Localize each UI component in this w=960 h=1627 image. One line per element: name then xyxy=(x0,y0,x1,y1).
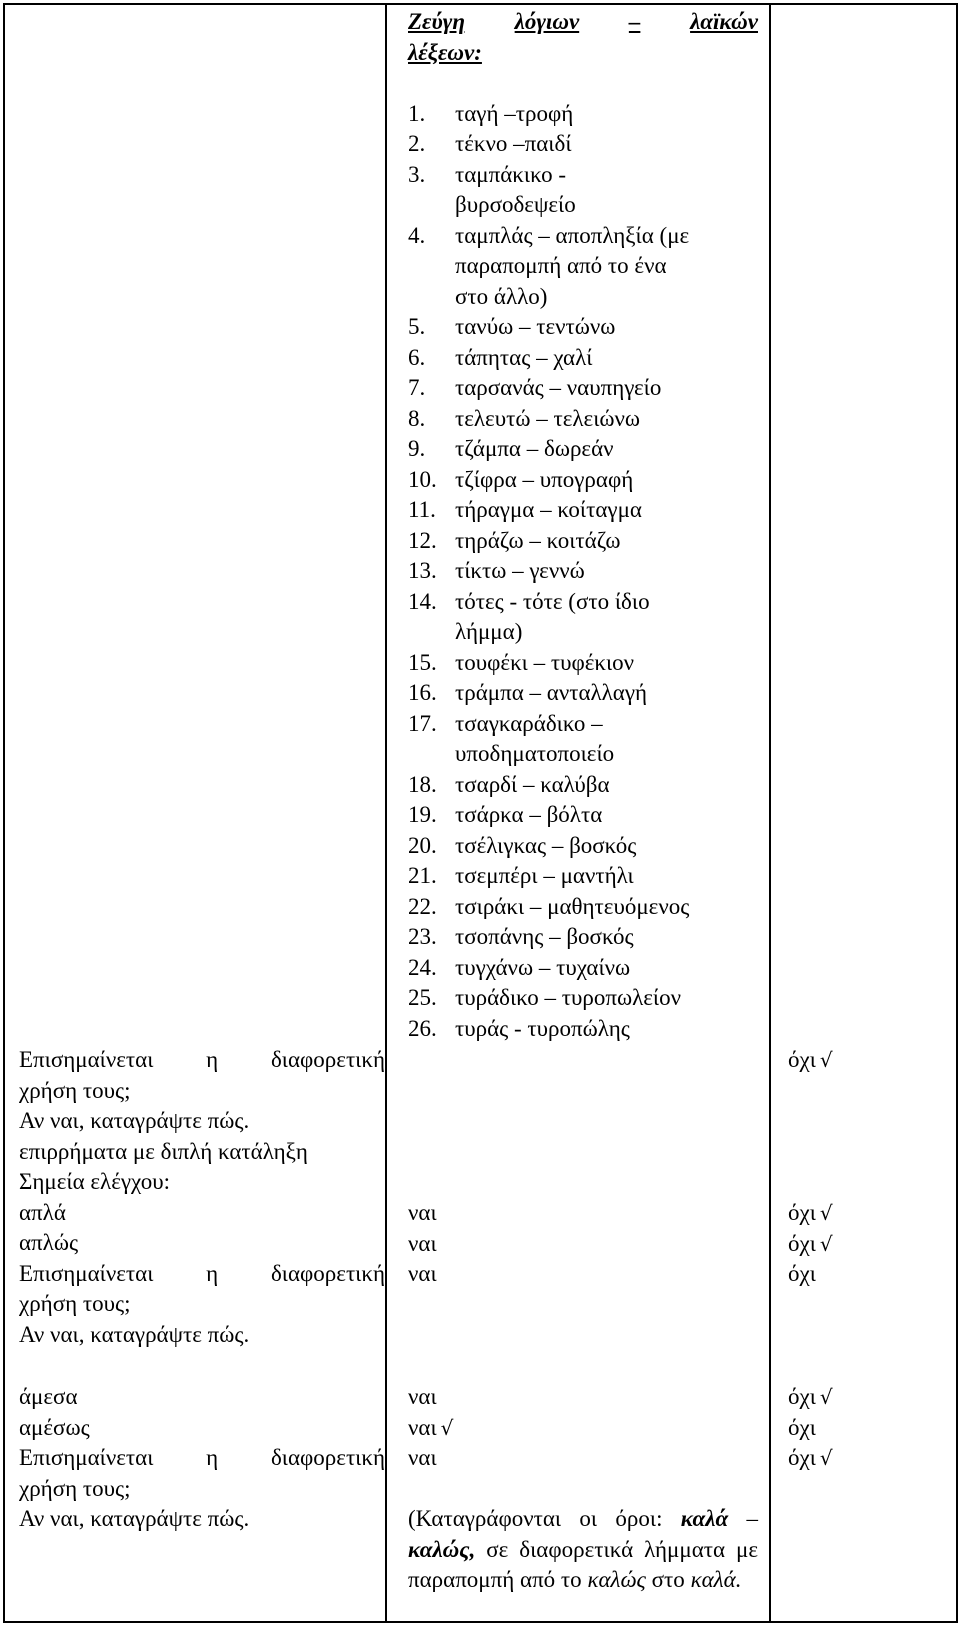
word-pair-text: τσαγκαράδικο – xyxy=(455,710,603,736)
word-pair-number: 19. xyxy=(408,802,437,827)
answer-no: όχι xyxy=(788,1261,816,1286)
word-pair-text: ταμπάκικο - xyxy=(455,161,567,187)
word-pair-number: 24. xyxy=(408,954,437,980)
checkpoint-word: απλά xyxy=(19,1199,66,1225)
word-pair-text: τράμπα – ανταλλαγή xyxy=(455,680,648,705)
word-pair-text: τσαρδί – καλύβα xyxy=(455,771,610,797)
table-border-bottom xyxy=(3,1621,958,1623)
word-pair-text-continued: στο άλλο) xyxy=(455,283,548,309)
word-pair-text: τέκνο –παιδί xyxy=(455,131,572,156)
word-pair-text: τυγχάνω – τυχαίνω xyxy=(455,954,631,980)
word-pair-number: 7. xyxy=(408,375,426,400)
word-pair-number: 17. xyxy=(408,710,437,736)
answer-no: όχι xyxy=(788,1414,816,1440)
answer-yes: ναι xyxy=(408,1384,437,1409)
word-pair-item xyxy=(408,800,758,831)
word-pair-number: 4. xyxy=(408,222,426,248)
word-pair-text: τάπητας – χαλί xyxy=(455,344,593,370)
question-line: Επισημαίνεται η διαφορετική xyxy=(19,1047,385,1072)
word-pair-number: 25. xyxy=(408,985,437,1010)
word-pair-item xyxy=(408,343,758,374)
word-pairs-cell xyxy=(408,7,758,1044)
word-pair-item xyxy=(408,404,758,435)
word-pair-text: ταρσανάς – ναυπηγείο xyxy=(455,375,662,400)
recorded-terms-note: (Καταγράφονται οι όροι: καλά – καλώς, σε διαφορετικά λήμματα με παραπομπή από το καλώς στο καλά. xyxy=(408,1506,758,1592)
right-cell-row1 xyxy=(788,1045,948,1076)
word-pair-number: 5. xyxy=(408,314,426,339)
question-line: χρήση τους; xyxy=(19,1475,131,1501)
answer-no-checked: όχι √ xyxy=(788,1384,833,1409)
column-divider-1 xyxy=(385,3,387,1623)
answer-no-checked: όχι √ xyxy=(788,1230,833,1256)
word-pair-item xyxy=(408,129,758,160)
word-pair-item xyxy=(408,678,758,709)
word-pair-item xyxy=(408,373,758,404)
word-pair-text-continued: παραπομπή από το ένα xyxy=(455,253,667,278)
word-pair-text: τηράζω – κοιτάζω xyxy=(455,527,621,553)
question-line: Επισημαίνεται η διαφορετική xyxy=(19,1445,385,1470)
section-label: Σημεία ελέγχου: xyxy=(19,1169,171,1194)
question-line: Αν ναι, καταγράψτε πώς. xyxy=(19,1506,250,1531)
word-pair-item xyxy=(408,465,758,496)
word-pair-item xyxy=(408,99,758,130)
heading-word: λαϊκών xyxy=(690,9,758,34)
heading-word: Ζεύγη xyxy=(408,9,465,34)
answer-no-checked: όχι √ xyxy=(788,1200,833,1225)
word-pair-text: τυράδικο – τυροπωλείον xyxy=(455,985,682,1010)
word-pair-number: 16. xyxy=(408,680,437,705)
answer-yes: ναι xyxy=(408,1200,437,1225)
word-pair-item xyxy=(408,861,758,892)
checkpoint-word: αμέσως xyxy=(19,1414,90,1440)
word-pair-number: 13. xyxy=(408,558,437,583)
heading-word: λόγιων xyxy=(514,9,580,34)
word-pair-number: 20. xyxy=(408,832,437,858)
word-pair-text-continued: υποδηματοποιείο xyxy=(455,741,615,766)
answer-yes: ναι xyxy=(408,1445,437,1470)
word-pair-number: 15. xyxy=(408,649,437,675)
heading-word: λέξεων: xyxy=(408,39,482,65)
word-pair-text: τσέλιγκας – βοσκός xyxy=(455,832,637,858)
word-pair-item xyxy=(408,312,758,343)
question-line: Αν ναι, καταγράψτε πώς. xyxy=(19,1108,250,1133)
right-cell-block2 xyxy=(788,1382,948,1474)
word-pair-item xyxy=(408,709,758,770)
answer-yes: ναι xyxy=(408,1230,437,1256)
word-pair-item xyxy=(408,831,758,862)
word-pair-text: τσιράκι – μαθητευόμενος xyxy=(455,893,690,919)
word-pair-text: τσεμπέρι – μαντήλι xyxy=(455,863,634,888)
evaluation-table xyxy=(3,3,958,1623)
table-border-right xyxy=(956,3,958,1623)
word-pair-number: 22. xyxy=(408,893,437,919)
word-pair-item xyxy=(408,526,758,557)
table-border-left xyxy=(3,3,5,1623)
answer-yes: ναι xyxy=(408,1261,437,1286)
word-pair-text: τουφέκι – τυφέκιον xyxy=(455,649,635,675)
word-pair-item xyxy=(408,922,758,953)
word-pair-item xyxy=(408,495,758,526)
word-pair-number: 2. xyxy=(408,131,426,156)
word-pair-number: 9. xyxy=(408,436,426,461)
word-pair-text: τελευτώ – τελειώνω xyxy=(455,405,641,431)
word-pair-number: 18. xyxy=(408,771,437,797)
word-pair-item xyxy=(408,587,758,648)
answer-no-checked: όχι √ xyxy=(788,1445,833,1470)
checkpoint-word: απλώς xyxy=(19,1230,79,1255)
mid-cell-block1 xyxy=(408,1198,758,1290)
word-pair-number: 8. xyxy=(408,405,426,431)
word-pair-item xyxy=(408,1014,758,1045)
word-pair-number: 6. xyxy=(408,344,426,370)
word-pair-text: τότες - τότε (στο ίδιο xyxy=(455,588,650,614)
word-pair-text: τήραγμα – κοίταγμα xyxy=(455,497,642,522)
word-pair-text-continued: λήμμα) xyxy=(455,619,523,644)
word-pair-number: 10. xyxy=(408,466,437,492)
word-pair-number: 1. xyxy=(408,100,426,126)
question-line: χρήση τους; xyxy=(19,1077,131,1103)
answer-no-checked: όχι √ xyxy=(788,1047,833,1072)
column-divider-2 xyxy=(769,3,771,1623)
right-cell-block1 xyxy=(788,1198,948,1290)
word-pairs-list xyxy=(408,99,758,1045)
table-border-top xyxy=(3,3,958,5)
word-pair-text: τσάρκα – βόλτα xyxy=(455,802,603,827)
answer-yes-checked: ναι √ xyxy=(408,1414,454,1440)
word-pair-text: τσοπάνης – βοσκός xyxy=(455,924,634,949)
word-pair-text-continued: βυρσοδεψείο xyxy=(455,192,576,217)
left-cell-block2 xyxy=(19,1382,385,1535)
checkpoint-word: άμεσα xyxy=(19,1384,78,1409)
word-pair-number: 11. xyxy=(408,497,436,522)
question-line: Αν ναι, καταγράψτε πώς. xyxy=(19,1321,250,1347)
mid-cell-block2 xyxy=(408,1382,758,1596)
word-pair-number: 3. xyxy=(408,161,426,187)
word-pair-text: τζάμπα – δωρεάν xyxy=(455,436,614,461)
word-pair-item xyxy=(408,160,758,221)
word-pair-item xyxy=(408,648,758,679)
heading-word: – xyxy=(628,9,641,34)
word-pair-number: 23. xyxy=(408,924,437,949)
word-pair-text: ταμπλάς – αποπληξία (με xyxy=(455,222,690,248)
question-line: Επισημαίνεται η διαφορετική xyxy=(19,1260,385,1286)
word-pair-text: τζίφρα – υπογραφή xyxy=(455,466,634,492)
word-pairs-heading xyxy=(408,7,758,68)
word-pair-number: 26. xyxy=(408,1015,437,1041)
word-pair-text: τυράς - τυροπώλης xyxy=(455,1015,630,1041)
word-pair-item xyxy=(408,556,758,587)
word-pair-number: 21. xyxy=(408,863,437,888)
word-pair-item xyxy=(408,983,758,1014)
section-label: επιρρήματα με διπλή κατάληξη xyxy=(19,1138,308,1164)
left-cell-block1 xyxy=(19,1045,385,1350)
word-pair-number: 12. xyxy=(408,527,437,553)
word-pair-text: τανύω – τεντώνω xyxy=(455,314,616,339)
word-pair-item xyxy=(408,221,758,313)
question-line: χρήση τους; xyxy=(19,1291,131,1316)
word-pair-text: ταγή –τροφή xyxy=(455,100,574,126)
word-pair-item xyxy=(408,770,758,801)
word-pair-item xyxy=(408,953,758,984)
word-pair-text: τίκτω – γεννώ xyxy=(455,558,585,583)
word-pair-number: 14. xyxy=(408,588,437,614)
word-pair-item xyxy=(408,892,758,923)
word-pair-item xyxy=(408,434,758,465)
